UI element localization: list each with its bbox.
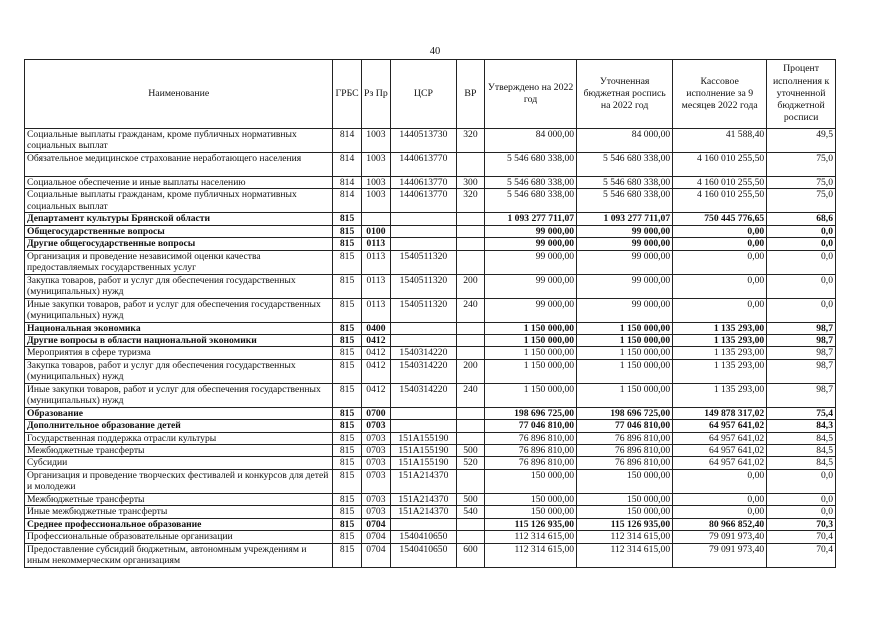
cell-rzpr: 1003 — [361, 177, 390, 189]
cell-cash: 0,00 — [673, 238, 767, 250]
cell-csr: 1540410650 — [391, 531, 457, 543]
table-row — [25, 469, 836, 493]
cell-vr: 500 — [456, 493, 484, 505]
cell-vr: 200 — [456, 359, 484, 383]
cell-percent: 49,5 — [767, 129, 836, 153]
cell-refined: 5 546 680 338,00 — [577, 189, 673, 213]
cell-rzpr: 0703 — [361, 420, 390, 432]
cell-grbs: 815 — [333, 298, 361, 322]
cell-name: Мероприятия в сфере туризма — [25, 347, 333, 359]
cell-vr — [456, 518, 484, 530]
cell-rzpr: 0113 — [361, 274, 390, 298]
cell-approved: 84 000,00 — [485, 129, 577, 153]
cell-approved: 1 150 000,00 — [485, 347, 577, 359]
cell-approved: 76 896 810,00 — [485, 457, 577, 469]
cell-name: Закупка товаров, работ и услуг для обеспечения государственных (муниципальных) нужд — [25, 359, 333, 383]
cell-refined: 77 046 810,00 — [577, 420, 673, 432]
cell-csr: 151A214370 — [391, 493, 457, 505]
table-row — [25, 518, 836, 530]
table-row — [25, 531, 836, 543]
cell-vr — [456, 322, 484, 334]
cell-approved: 99 000,00 — [485, 274, 577, 298]
cell-cash: 80 966 852,40 — [673, 518, 767, 530]
cell-refined: 112 314 615,00 — [577, 531, 673, 543]
cell-approved: 1 150 000,00 — [485, 335, 577, 347]
cell-vr: 240 — [456, 383, 484, 407]
cell-approved: 5 546 680 338,00 — [485, 189, 577, 213]
cell-rzpr: 0703 — [361, 506, 390, 518]
cell-name: Социальное обеспечение и иные выплаты населению — [25, 177, 333, 189]
cell-csr — [391, 518, 457, 530]
cell-refined: 76 896 810,00 — [577, 432, 673, 444]
table-row — [25, 457, 836, 469]
cell-cash: 64 957 641,02 — [673, 420, 767, 432]
cell-vr: 320 — [456, 129, 484, 153]
cell-name: Другие вопросы в области национальной экономики — [25, 335, 333, 347]
cell-grbs: 815 — [333, 250, 361, 274]
cell-rzpr: 0703 — [361, 445, 390, 457]
cell-rzpr: 0412 — [361, 347, 390, 359]
cell-percent: 98,7 — [767, 335, 836, 347]
cell-approved: 112 314 615,00 — [485, 531, 577, 543]
cell-vr — [456, 469, 484, 493]
cell-approved: 77 046 810,00 — [485, 420, 577, 432]
cell-grbs: 815 — [333, 445, 361, 457]
budget-execution-table — [24, 59, 836, 568]
cell-refined: 1 150 000,00 — [577, 359, 673, 383]
cell-name: Дополнительное образование детей — [25, 420, 333, 432]
cell-vr — [456, 531, 484, 543]
cell-csr — [391, 322, 457, 334]
cell-vr — [456, 153, 484, 177]
cell-grbs: 815 — [333, 213, 361, 225]
cell-percent: 0,0 — [767, 469, 836, 493]
cell-refined: 150 000,00 — [577, 493, 673, 505]
cell-percent: 84,5 — [767, 445, 836, 457]
cell-vr: 500 — [456, 445, 484, 457]
cell-cash: 41 588,40 — [673, 129, 767, 153]
cell-csr: 1540410650 — [391, 543, 457, 567]
cell-cash: 1 135 293,00 — [673, 383, 767, 407]
cell-refined: 5 546 680 338,00 — [577, 177, 673, 189]
cell-cash: 64 957 641,02 — [673, 445, 767, 457]
cell-percent: 0,0 — [767, 238, 836, 250]
table-row — [25, 189, 836, 213]
cell-approved: 1 093 277 711,07 — [485, 213, 577, 225]
table-row — [25, 383, 836, 407]
cell-cash: 1 135 293,00 — [673, 335, 767, 347]
cell-refined: 1 150 000,00 — [577, 347, 673, 359]
cell-cash: 750 445 776,65 — [673, 213, 767, 225]
cell-approved: 5 546 680 338,00 — [485, 177, 577, 189]
cell-vr — [456, 347, 484, 359]
header-refined: Уточненная бюджетная роспись на 2022 год — [577, 60, 673, 129]
cell-vr — [456, 238, 484, 250]
cell-percent: 75,0 — [767, 189, 836, 213]
table-row — [25, 543, 836, 567]
cell-percent: 70,3 — [767, 518, 836, 530]
cell-refined: 1 150 000,00 — [577, 335, 673, 347]
cell-grbs: 815 — [333, 420, 361, 432]
cell-percent: 0,0 — [767, 250, 836, 274]
cell-grbs: 815 — [333, 322, 361, 334]
cell-approved: 1 150 000,00 — [485, 383, 577, 407]
cell-refined: 99 000,00 — [577, 298, 673, 322]
cell-percent: 68,6 — [767, 213, 836, 225]
cell-grbs: 815 — [333, 335, 361, 347]
cell-name: Образование — [25, 407, 333, 419]
cell-csr: 1540511320 — [391, 250, 457, 274]
cell-cash: 4 160 010 255,50 — [673, 177, 767, 189]
cell-percent: 0,0 — [767, 506, 836, 518]
cell-cash: 64 957 641,02 — [673, 432, 767, 444]
cell-approved: 150 000,00 — [485, 469, 577, 493]
cell-name: Предоставление субсидий бюджетным, автономным учреждениям и иным некоммерческим организациям — [25, 543, 333, 567]
cell-rzpr: 0703 — [361, 469, 390, 493]
cell-grbs: 815 — [333, 493, 361, 505]
cell-csr: 1540314220 — [391, 383, 457, 407]
cell-approved: 99 000,00 — [485, 238, 577, 250]
cell-grbs: 815 — [333, 383, 361, 407]
table-row — [25, 506, 836, 518]
cell-refined: 5 546 680 338,00 — [577, 153, 673, 177]
cell-refined: 150 000,00 — [577, 469, 673, 493]
table-row — [25, 335, 836, 347]
cell-cash: 1 135 293,00 — [673, 347, 767, 359]
cell-csr: 1440613770 — [391, 153, 457, 177]
cell-refined: 84 000,00 — [577, 129, 673, 153]
cell-vr — [456, 407, 484, 419]
cell-grbs: 815 — [333, 407, 361, 419]
table-row — [25, 493, 836, 505]
cell-percent: 75,4 — [767, 407, 836, 419]
cell-percent: 0,0 — [767, 274, 836, 298]
cell-approved: 76 896 810,00 — [485, 432, 577, 444]
cell-rzpr: 0703 — [361, 493, 390, 505]
cell-vr — [456, 420, 484, 432]
table-row — [25, 274, 836, 298]
cell-grbs: 815 — [333, 469, 361, 493]
cell-approved: 76 896 810,00 — [485, 445, 577, 457]
cell-rzpr: 0412 — [361, 335, 390, 347]
cell-grbs: 815 — [333, 225, 361, 237]
cell-rzpr: 1003 — [361, 153, 390, 177]
table-row — [25, 445, 836, 457]
cell-name: Субсидии — [25, 457, 333, 469]
cell-rzpr: 0704 — [361, 531, 390, 543]
cell-percent: 70,4 — [767, 543, 836, 567]
cell-rzpr — [361, 213, 390, 225]
cell-grbs: 815 — [333, 506, 361, 518]
cell-cash: 1 135 293,00 — [673, 359, 767, 383]
cell-percent: 84,3 — [767, 420, 836, 432]
table-header-row — [25, 60, 836, 129]
cell-name: Профессиональные образовательные организации — [25, 531, 333, 543]
header-grbs: ГРБС — [333, 60, 361, 129]
header-rzpr: Рз Пр — [361, 60, 390, 129]
cell-cash: 79 091 973,40 — [673, 543, 767, 567]
cell-vr: 240 — [456, 298, 484, 322]
cell-vr — [456, 335, 484, 347]
cell-grbs: 815 — [333, 274, 361, 298]
cell-approved: 112 314 615,00 — [485, 543, 577, 567]
cell-grbs: 815 — [333, 531, 361, 543]
table-row — [25, 407, 836, 419]
cell-csr: 151A155190 — [391, 432, 457, 444]
cell-cash: 4 160 010 255,50 — [673, 153, 767, 177]
cell-name: Национальная экономика — [25, 322, 333, 334]
table-row — [25, 153, 836, 177]
header-csr: ЦСР — [391, 60, 457, 129]
cell-percent: 98,7 — [767, 383, 836, 407]
cell-cash: 0,00 — [673, 506, 767, 518]
table-row — [25, 359, 836, 383]
cell-refined: 150 000,00 — [577, 506, 673, 518]
cell-vr: 320 — [456, 189, 484, 213]
cell-rzpr: 1003 — [361, 189, 390, 213]
header-cash: Кассовое исполнение за 9 месяцев 2022 года — [673, 60, 767, 129]
table-row — [25, 225, 836, 237]
cell-percent: 84,5 — [767, 432, 836, 444]
cell-name: Социальные выплаты гражданам, кроме публичных нормативных социальных выплат — [25, 189, 333, 213]
cell-csr: 151A214370 — [391, 469, 457, 493]
cell-percent: 98,7 — [767, 347, 836, 359]
cell-percent: 98,7 — [767, 359, 836, 383]
cell-refined: 99 000,00 — [577, 274, 673, 298]
cell-csr — [391, 213, 457, 225]
cell-csr: 1440613770 — [391, 189, 457, 213]
cell-refined: 1 150 000,00 — [577, 383, 673, 407]
cell-grbs: 814 — [333, 177, 361, 189]
cell-refined: 99 000,00 — [577, 225, 673, 237]
header-percent: Процент исполнения к уточненной бюджетной росписи — [767, 60, 836, 129]
cell-vr — [456, 225, 484, 237]
table-row — [25, 177, 836, 189]
cell-name: Обязательное медицинское страхование неработающего населения — [25, 153, 333, 177]
cell-refined: 115 126 935,00 — [577, 518, 673, 530]
cell-vr: 540 — [456, 506, 484, 518]
cell-vr — [456, 250, 484, 274]
cell-name: Закупка товаров, работ и услуг для обеспечения государственных (муниципальных) нужд — [25, 274, 333, 298]
cell-vr: 300 — [456, 177, 484, 189]
cell-grbs: 815 — [333, 518, 361, 530]
cell-approved: 115 126 935,00 — [485, 518, 577, 530]
page-number: 40 — [429, 46, 441, 57]
cell-name: Иные закупки товаров, работ и услуг для обеспечения государственных (муниципальных) нужд — [25, 298, 333, 322]
cell-approved: 150 000,00 — [485, 493, 577, 505]
cell-name: Иные межбюджетные трансферты — [25, 506, 333, 518]
cell-rzpr: 0412 — [361, 383, 390, 407]
cell-approved: 150 000,00 — [485, 506, 577, 518]
cell-approved: 1 150 000,00 — [485, 359, 577, 383]
cell-csr — [391, 225, 457, 237]
table-row — [25, 347, 836, 359]
cell-rzpr: 0703 — [361, 432, 390, 444]
cell-cash: 1 135 293,00 — [673, 322, 767, 334]
cell-refined: 1 150 000,00 — [577, 322, 673, 334]
cell-rzpr: 0704 — [361, 543, 390, 567]
cell-refined: 112 314 615,00 — [577, 543, 673, 567]
cell-name: Межбюджетные трансферты — [25, 445, 333, 457]
table-row — [25, 298, 836, 322]
cell-csr: 1440513730 — [391, 129, 457, 153]
cell-cash: 0,00 — [673, 250, 767, 274]
cell-percent: 0,0 — [767, 493, 836, 505]
cell-rzpr: 0400 — [361, 322, 390, 334]
cell-vr: 600 — [456, 543, 484, 567]
cell-vr — [456, 213, 484, 225]
cell-grbs: 815 — [333, 347, 361, 359]
cell-csr: 1540314220 — [391, 347, 457, 359]
table-row — [25, 432, 836, 444]
cell-csr: 1540511320 — [391, 298, 457, 322]
cell-refined: 76 896 810,00 — [577, 445, 673, 457]
cell-rzpr: 0113 — [361, 250, 390, 274]
cell-approved: 99 000,00 — [485, 250, 577, 274]
cell-csr — [391, 238, 457, 250]
table-body — [25, 129, 836, 568]
cell-csr: 151A155190 — [391, 445, 457, 457]
cell-csr: 151A155190 — [391, 457, 457, 469]
cell-refined: 198 696 725,00 — [577, 407, 673, 419]
table-row — [25, 420, 836, 432]
table-row — [25, 213, 836, 225]
cell-cash: 149 878 317,02 — [673, 407, 767, 419]
cell-refined: 99 000,00 — [577, 250, 673, 274]
cell-cash: 0,00 — [673, 298, 767, 322]
cell-name: Среднее профессиональное образование — [25, 518, 333, 530]
cell-rzpr: 0113 — [361, 298, 390, 322]
cell-rzpr: 1003 — [361, 129, 390, 153]
cell-vr — [456, 432, 484, 444]
cell-grbs: 815 — [333, 432, 361, 444]
cell-name: Государственная поддержка отрасли культуры — [25, 432, 333, 444]
cell-rzpr: 0113 — [361, 238, 390, 250]
cell-approved: 198 696 725,00 — [485, 407, 577, 419]
cell-vr: 200 — [456, 274, 484, 298]
cell-csr: 1440613770 — [391, 177, 457, 189]
cell-approved: 99 000,00 — [485, 225, 577, 237]
cell-approved: 1 150 000,00 — [485, 322, 577, 334]
cell-name: Организация и проведение творческих фестивалей и конкурсов для детей и молодежи — [25, 469, 333, 493]
cell-rzpr: 0703 — [361, 457, 390, 469]
cell-rzpr: 0704 — [361, 518, 390, 530]
cell-name: Другие общегосударственные вопросы — [25, 238, 333, 250]
cell-grbs: 815 — [333, 543, 361, 567]
cell-csr: 1540314220 — [391, 359, 457, 383]
cell-grbs: 814 — [333, 189, 361, 213]
cell-vr: 520 — [456, 457, 484, 469]
cell-grbs: 815 — [333, 238, 361, 250]
cell-rzpr: 0700 — [361, 407, 390, 419]
cell-csr — [391, 420, 457, 432]
cell-percent: 75,0 — [767, 177, 836, 189]
cell-csr: 1540511320 — [391, 274, 457, 298]
cell-cash: 64 957 641,02 — [673, 457, 767, 469]
cell-rzpr: 0100 — [361, 225, 390, 237]
header-approved: Утверждено на 2022 год — [485, 60, 577, 129]
cell-cash: 0,00 — [673, 493, 767, 505]
cell-name: Социальные выплаты гражданам, кроме публичных нормативных социальных выплат — [25, 129, 333, 153]
cell-grbs: 814 — [333, 153, 361, 177]
cell-refined: 76 896 810,00 — [577, 457, 673, 469]
cell-name: Общегосударственные вопросы — [25, 225, 333, 237]
cell-percent: 0,0 — [767, 225, 836, 237]
cell-grbs: 814 — [333, 129, 361, 153]
cell-name: Организация и проведение независимой оценки качества предоставляемых государственных услуг — [25, 250, 333, 274]
cell-percent: 70,4 — [767, 531, 836, 543]
cell-approved: 99 000,00 — [485, 298, 577, 322]
cell-rzpr: 0412 — [361, 359, 390, 383]
cell-grbs: 815 — [333, 359, 361, 383]
cell-name: Иные закупки товаров, работ и услуг для обеспечения государственных (муниципальных) нужд — [25, 383, 333, 407]
table-row — [25, 129, 836, 153]
header-name: Наименование — [25, 60, 333, 129]
cell-cash: 0,00 — [673, 469, 767, 493]
cell-cash: 4 160 010 255,50 — [673, 189, 767, 213]
cell-percent: 0,0 — [767, 298, 836, 322]
header-vr: ВР — [456, 60, 484, 129]
cell-percent: 98,7 — [767, 322, 836, 334]
cell-csr — [391, 335, 457, 347]
cell-percent: 75,0 — [767, 153, 836, 177]
cell-name: Межбюджетные трансферты — [25, 493, 333, 505]
cell-csr: 151A214370 — [391, 506, 457, 518]
cell-refined: 99 000,00 — [577, 238, 673, 250]
cell-cash: 0,00 — [673, 274, 767, 298]
cell-cash: 79 091 973,40 — [673, 531, 767, 543]
table-row — [25, 250, 836, 274]
cell-grbs: 815 — [333, 457, 361, 469]
cell-refined: 1 093 277 711,07 — [577, 213, 673, 225]
table-row — [25, 238, 836, 250]
table-row — [25, 322, 836, 334]
cell-csr — [391, 407, 457, 419]
cell-name: Департамент культуры Брянской области — [25, 213, 333, 225]
cell-approved: 5 546 680 338,00 — [485, 153, 577, 177]
cell-percent: 84,5 — [767, 457, 836, 469]
cell-cash: 0,00 — [673, 225, 767, 237]
